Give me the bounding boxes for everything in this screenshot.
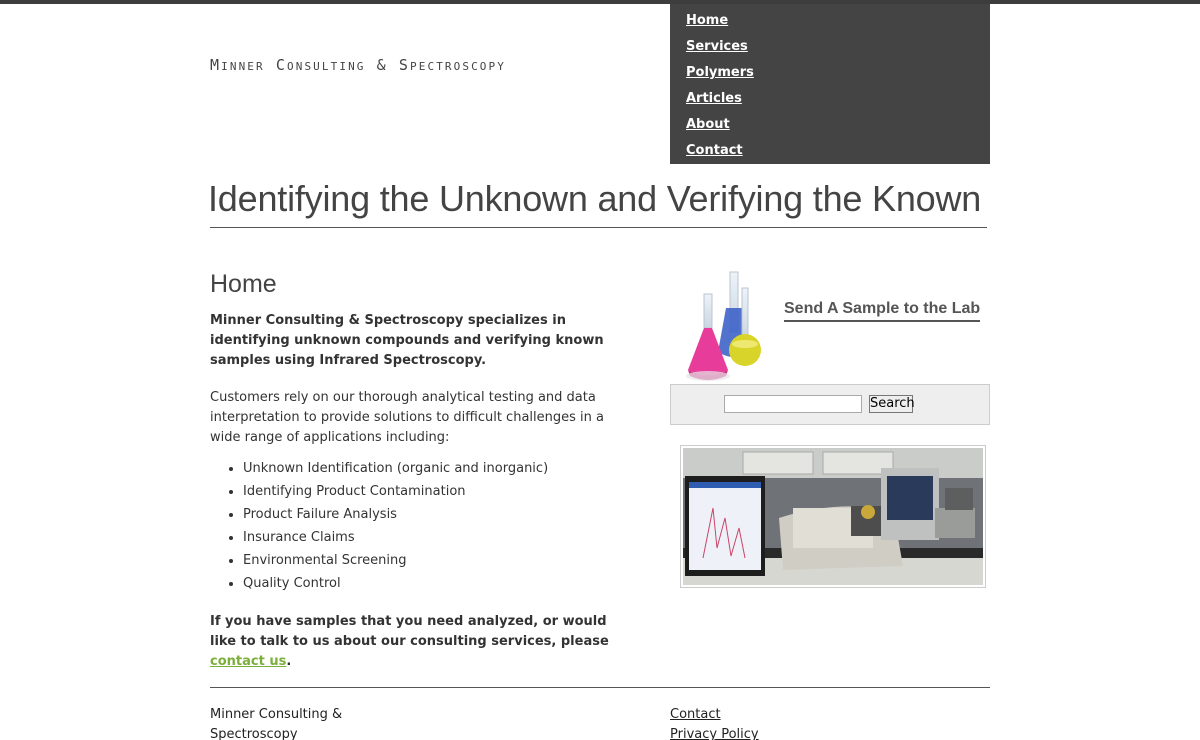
footer-links [670, 705, 759, 740]
top-accent-bar [0, 0, 1200, 4]
nav-item-articles[interactable]: Articles [686, 91, 742, 106]
nav-item-contact[interactable]: Contact [686, 143, 743, 158]
footer-contact-link[interactable]: Contact [670, 707, 721, 722]
nav-item-services[interactable]: Services [686, 39, 748, 54]
list-item: Environmental Screening [243, 551, 643, 574]
list-item: Identifying Product Contamination [243, 482, 643, 505]
footer-divider [210, 687, 990, 688]
site-title[interactable]: Minner Consulting & Spectroscopy [210, 56, 506, 74]
nav-item-polymers[interactable]: Polymers [686, 65, 754, 80]
list-item: Quality Control [243, 574, 643, 597]
footer-company-name: Minner Consulting & Spectroscopy [210, 707, 343, 740]
nav-item-about[interactable]: About [686, 117, 730, 132]
search-button[interactable]: Search [870, 396, 915, 411]
intro-text: Minner Consulting & Spectroscopy specializes in identifying unknown compounds and verifying known samples using Infrared Spectroscopy. [210, 313, 604, 368]
tagline-divider [210, 227, 987, 228]
send-sample-banner[interactable] [670, 262, 990, 384]
customers-paragraph: Customers rely on our thorough analytical testing and data interpretation to provide solutions to difficult challenges in a wide range of applications including: [210, 390, 604, 445]
page-tagline: Identifying the Unknown and Verifying the Known [208, 178, 982, 219]
nav-item-home[interactable]: Home [686, 13, 729, 28]
closing-period: . [286, 654, 292, 669]
flasks-icon [684, 270, 774, 384]
page-heading: Home [210, 270, 277, 298]
list-item: Product Failure Analysis [243, 505, 643, 528]
main-nav [670, 4, 990, 164]
lab-photo [680, 445, 986, 588]
closing-text: If you have samples that you need analyzed, or would like to talk to us about our consulting services, please [210, 614, 609, 649]
footer-privacy-link[interactable]: Privacy Policy [670, 727, 759, 740]
send-sample-link[interactable]: Send A Sample to the Lab [784, 300, 980, 322]
search-input[interactable] [724, 395, 862, 413]
closing-paragraph [210, 612, 630, 672]
list-item: Insurance Claims [243, 528, 643, 551]
search-form [670, 384, 990, 425]
applications-list [243, 459, 643, 597]
lab-equipment-image [683, 448, 983, 585]
list-item: Unknown Identification (organic and inorganic) [243, 459, 643, 482]
contact-us-link[interactable]: contact us [210, 654, 287, 669]
